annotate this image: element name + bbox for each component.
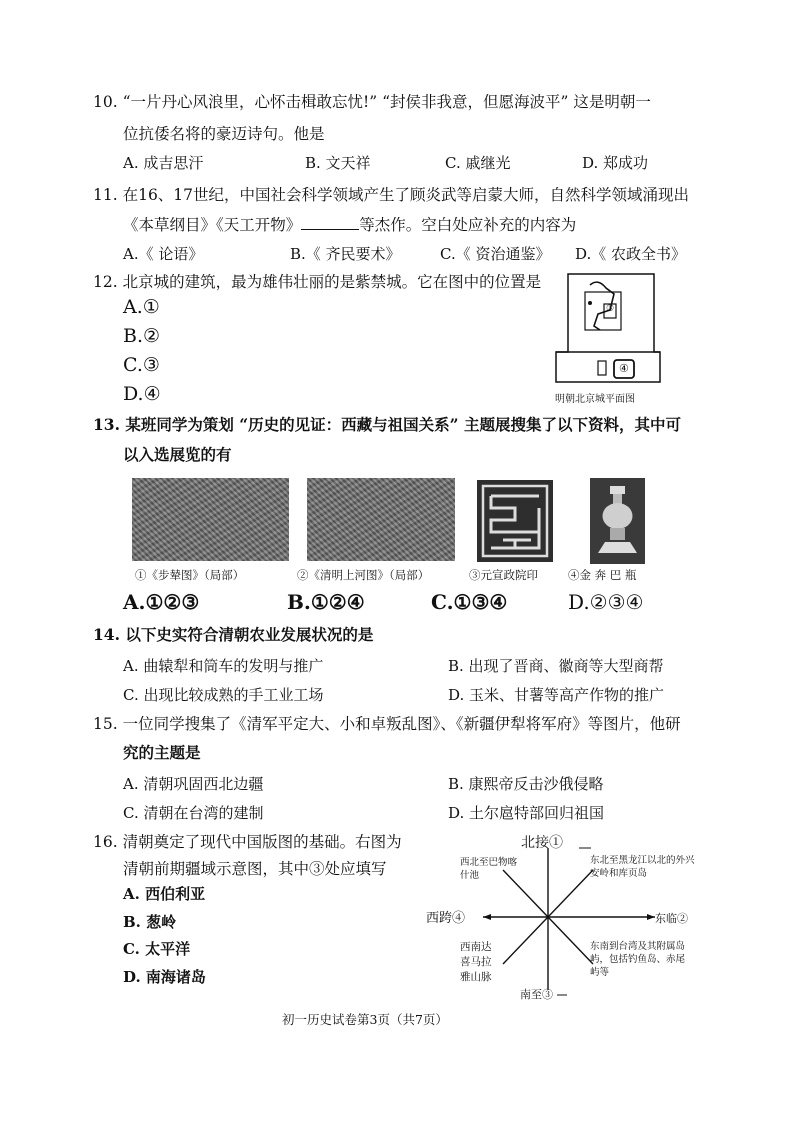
golden-urn-image: [590, 478, 645, 564]
q12-option-a: A.①: [123, 296, 160, 318]
q16-option-b: B. 葱岭: [123, 913, 177, 931]
q15-option-a: A. 清朝巩固西北边疆: [123, 775, 264, 793]
q11-option-b: B.《 齐民要术》: [290, 245, 401, 263]
q10-option-a: A. 成吉思汗: [123, 154, 204, 172]
yuan-seal-image: [475, 478, 555, 564]
q11-option-a: A.《 论语》: [123, 245, 204, 263]
q10-line2: 位抗倭名将的豪迈诗句。他是: [123, 125, 325, 143]
diagram-north: 北接①: [521, 835, 563, 851]
q16-line1: 16. 清朝奠定了现代中国版图的基础。右图为: [93, 833, 402, 851]
q10-line1: 10. “一片丹心风浪里，心怀击楫敢忘忧!” “封侯非我意，但愿海波平” 这是明朝一: [93, 93, 651, 111]
caption-urn: ④金 奔 巴 瓶: [568, 568, 637, 582]
q12-option-d: D.④: [123, 383, 161, 405]
q11-line2-end: 等杰作。空白处应补充的内容为: [359, 216, 577, 234]
map-label-4: ④: [619, 362, 629, 375]
q13-option-a: A.①②③: [123, 590, 200, 614]
q12-option-c: C.③: [123, 354, 160, 376]
diagram-southwest: 西南达喜马拉雅山脉: [460, 941, 492, 983]
diagram-east: 东临②: [655, 912, 688, 925]
q11-option-c: C.《 资治通鉴》: [440, 245, 551, 263]
painting-qingming-image: [307, 478, 455, 561]
q11-line2-start: 《本草纲目》《天工开物》: [123, 216, 302, 234]
q11-line2: [123, 213, 576, 235]
painting-bunian-image: [132, 478, 289, 561]
q14-option-c: C. 出现比较成熟的手工业工场: [123, 686, 324, 704]
diagram-northeast: 东北至黑龙江以北的外兴安岭和库页岛: [590, 855, 695, 879]
q10-option-c: C. 戚继光: [445, 154, 511, 172]
q13-line2: 以入选展览的有: [123, 445, 232, 464]
q16-line2: 清朝前期疆域示意图，其中③处应填写: [123, 860, 387, 878]
diagram-south: 南至③: [520, 988, 553, 1001]
caption-seal: ③元宣政院印: [469, 568, 538, 582]
map-caption: 明朝北京城平面图: [555, 394, 635, 405]
q15-option-b: B. 康熙帝反击沙俄侵略: [448, 775, 604, 793]
q12-option-b: B.②: [123, 325, 161, 347]
q15-option-d: D. 土尔扈特部回归祖国: [448, 804, 605, 822]
q15-line2: 究的主题是: [123, 743, 201, 762]
diagram-northwest: 西北至巴物喀什池: [460, 857, 518, 881]
q12-line1: 12. 北京城的建筑，最为雄伟壮丽的是紫禁城。它在图中的位置是: [93, 273, 542, 291]
q11-line1: 11. 在16、17世纪，中国社会科学领域产生了顾炎武等启蒙大师，自然科学领域涌现出: [93, 186, 690, 204]
q16-option-d: D. 南海诸岛: [123, 968, 206, 986]
q16-option-a: A. 西伯利亚: [123, 885, 206, 903]
q15-line1: 15. 一位同学搜集了《清军平定大、小和卓叛乱图》、《新疆伊犁将军府》等图片，他研: [93, 715, 681, 733]
q16-option-c: C. 太平洋: [123, 940, 191, 958]
diagram-west: 西跨④: [426, 911, 466, 926]
caption-qingming: ②《清明上河图》（局部）: [297, 568, 430, 582]
map-label-3: ③: [606, 304, 615, 314]
q13-option-b: B.①②④: [287, 590, 365, 614]
q11-blank: [301, 217, 359, 230]
page-footer: 初一历史试卷第3页（共7页）: [282, 1012, 448, 1027]
diagram-southeast: 东南到台湾及其附属岛屿，包括钓鱼岛、赤尾屿等: [590, 941, 686, 978]
q14-line1: 14. 以下史实符合清朝农业发展状况的是: [93, 625, 374, 644]
q14-option-d: D. 玉米、甘薯等高产作物的推广: [448, 686, 665, 704]
q13-option-d: D.②③④: [568, 590, 644, 614]
q13-line1: 13. 某班同学为策划 “历史的见证：西藏与祖国关系” 主题展搜集了以下资料，其中可: [93, 415, 681, 434]
caption-bunian: ①《步辇图》（局部）: [135, 568, 245, 582]
q11-option-d: D.《 农政全书》: [575, 245, 687, 263]
q10-option-d: D. 郑成功: [582, 154, 649, 172]
q13-option-c: C.①③④: [431, 590, 508, 614]
beijing-map: [550, 270, 665, 390]
q14-option-a: A. 曲辕犁和筒车的发明与推广: [123, 657, 324, 675]
q14-option-b: B. 出现了晋商、徽商等大型商帮: [448, 657, 664, 675]
q15-option-c: C. 清朝在台湾的建制: [123, 804, 264, 822]
q10-option-b: B. 文天祥: [305, 154, 371, 172]
